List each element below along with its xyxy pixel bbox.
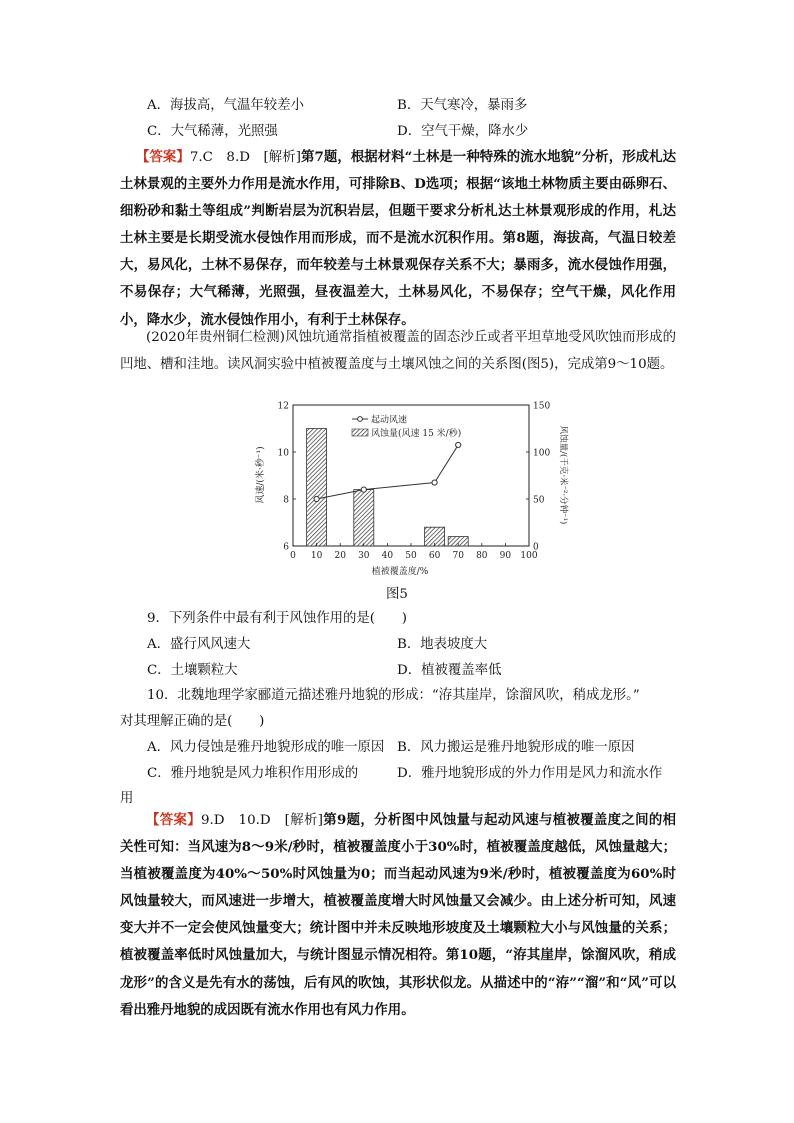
left-axis-label: 风速/(米·秒⁻¹)	[256, 446, 266, 504]
x-tick-label: 60	[428, 551, 441, 561]
plot-frame	[293, 405, 529, 546]
answer-7-8	[120, 144, 676, 334]
x-tick-label: 20	[334, 551, 346, 561]
q9-option-c: C．土壤颗粒大	[147, 663, 238, 678]
q9-stem: 9．下列条件中最有利于风蚀作用的是( )	[147, 611, 407, 626]
legend-line-label: 起动风速	[371, 415, 408, 426]
x-tick-label: 80	[476, 551, 488, 561]
start-wind-speed-point	[456, 442, 461, 447]
x-tick-label: 0	[290, 551, 296, 561]
q8-option-a: A．海拔高，气温年较差小	[147, 98, 304, 113]
start-wind-speed-line	[317, 445, 459, 499]
x-tick-label: 50	[405, 551, 417, 561]
q10-option-d: D．雅丹地貌形成的外力作用是风力和流水作	[397, 766, 663, 781]
answer-tag: 【答案】	[136, 149, 190, 165]
answer-9-10	[120, 807, 676, 1024]
figure-caption: 图5	[386, 587, 408, 602]
start-wind-speed-point	[361, 487, 366, 492]
q8-option-c: C．大气稀薄，光照强	[147, 124, 278, 139]
material-intro	[120, 324, 676, 378]
intro-text: (2020年贵州铜仁检测)风蚀坑通常指植被覆盖的固态沙丘或者平坦草地受风吹蚀而形成的凹地、槽和洼地。读风洞实验中植被覆盖度与土壤风蚀之间的关系图(图5)，完成第9～10题。	[120, 330, 676, 373]
q9-option-a: A．盛行风风速大	[147, 637, 251, 652]
x-tick-label: 40	[381, 551, 394, 561]
x-tick-label: 100	[520, 551, 538, 561]
legend-bar-symbol	[352, 429, 368, 436]
answer2-head: 9.D 10.D [解析]	[200, 813, 323, 828]
q10-option-d-cont: 用	[120, 791, 134, 806]
q9-option-b: B．地表坡度大	[397, 637, 488, 652]
right-axis-label: 风蚀量/(千克·米⁻²·分钟⁻¹)	[558, 425, 568, 525]
right-tick-label: 50	[533, 495, 545, 506]
erosion-bar	[307, 429, 327, 547]
q10-stem-line1: 10．北魏地理学家郦道元描述雅丹地貌的形成：“洊其崖岸，馀溜风吹，稍成龙形。”	[147, 688, 640, 703]
right-tick-label: 0	[533, 542, 539, 553]
chart-legend	[352, 414, 461, 440]
x-axis-label: 植被覆盖度/%	[371, 567, 429, 577]
answer2-tag: 【答案】	[146, 812, 201, 828]
left-tick-label: 8	[283, 495, 289, 506]
q10-option-a: A．风力侵蚀是雅丹地貌形成的唯一原因	[147, 740, 385, 755]
erosion-bar	[354, 490, 374, 546]
q8-option-d: D．空气干燥，降水少	[397, 124, 529, 139]
x-tick-label: 90	[499, 551, 512, 561]
left-tick-label: 10	[277, 448, 289, 459]
legend-line-marker	[358, 417, 363, 422]
x-tick-label: 70	[452, 551, 464, 561]
right-tick-label: 100	[533, 448, 551, 459]
right-tick-label: 150	[533, 401, 551, 412]
start-wind-speed-point	[432, 480, 437, 485]
q10-stem-line2: 对其理解正确的是( )	[120, 714, 265, 729]
x-tick-label: 10	[310, 551, 323, 561]
left-tick-label: 6	[283, 542, 289, 553]
x-tick-label: 30	[358, 551, 370, 561]
left-tick-label: 12	[277, 401, 289, 412]
start-wind-speed-point	[314, 496, 319, 501]
q10-option-c: C．雅丹地貌是风力堆积作用形成的	[147, 766, 359, 781]
answer-explanation: 第7题，根据材料“土林是一种特殊的流水地貌”分析，形成札达土林景观的主要外力作用是流水作用，可排除B、D选项；根据“该地土林物质主要由砾卵石、细粉砂和黏土等组成”判断岩层为沉积岩层，但题干要求分析札达土林景观形成的作用，札达土林主要是长期受流水侵蚀作用而形成，而不是流水沉积作用。第8题，海拔高，气温日较差大，易风化，土林不易保存，而年较差与土林景观保存关系不大；暴雨多，流水侵蚀作用强，不易保存；大气稀薄，光照强，昼夜温差大，土林易风化，不易保存；空气干燥，风化作用小，降水少，流水侵蚀作用小，有利于土林保存。	[120, 149, 677, 328]
wind-erosion-chart	[248, 396, 588, 582]
answer2-explanation: 第9题，分析图中风蚀量与起动风速与植被覆盖度之间的相关性可知：当风速为8～9米/秒时，植被覆盖度小于30%时，植被覆盖度越低，风蚀量越大；当植被覆盖度为40%～50%时风蚀量为0；而当起动风速为9米/秒时，植被覆盖度为60%时风蚀量较大，而风速进一步增大，植被覆盖度增大时风蚀量又会减少。由上述分析可知，风速变大并不一定会使风蚀量变大；统计图中并未反映地形坡度及土壤颗粒大小与风蚀量的关系；植被覆盖率低时风蚀量加大，与统计图显示情况相符。第10题，“洊其崖岸，馀溜风吹，稍成龙形”的含义是先有水的荡蚀，后有风的吹蚀，其形状似龙。从描述中的“洊”“溜”和“风”可以看出雅丹地貌的成因既有流水作用也有风力作用。	[120, 812, 676, 1018]
q8-option-b: B．天气寒冷，暴雨多	[397, 98, 528, 113]
q10-option-b: B．风力搬运是雅丹地貌形成的唯一原因	[397, 740, 635, 755]
q9-option-d: D．植被覆盖率低	[397, 663, 502, 678]
legend-bar-label: 风蚀量(风速 15 米/秒)	[371, 429, 462, 439]
answer-head: 7.C 8.D [解析]	[189, 150, 301, 165]
